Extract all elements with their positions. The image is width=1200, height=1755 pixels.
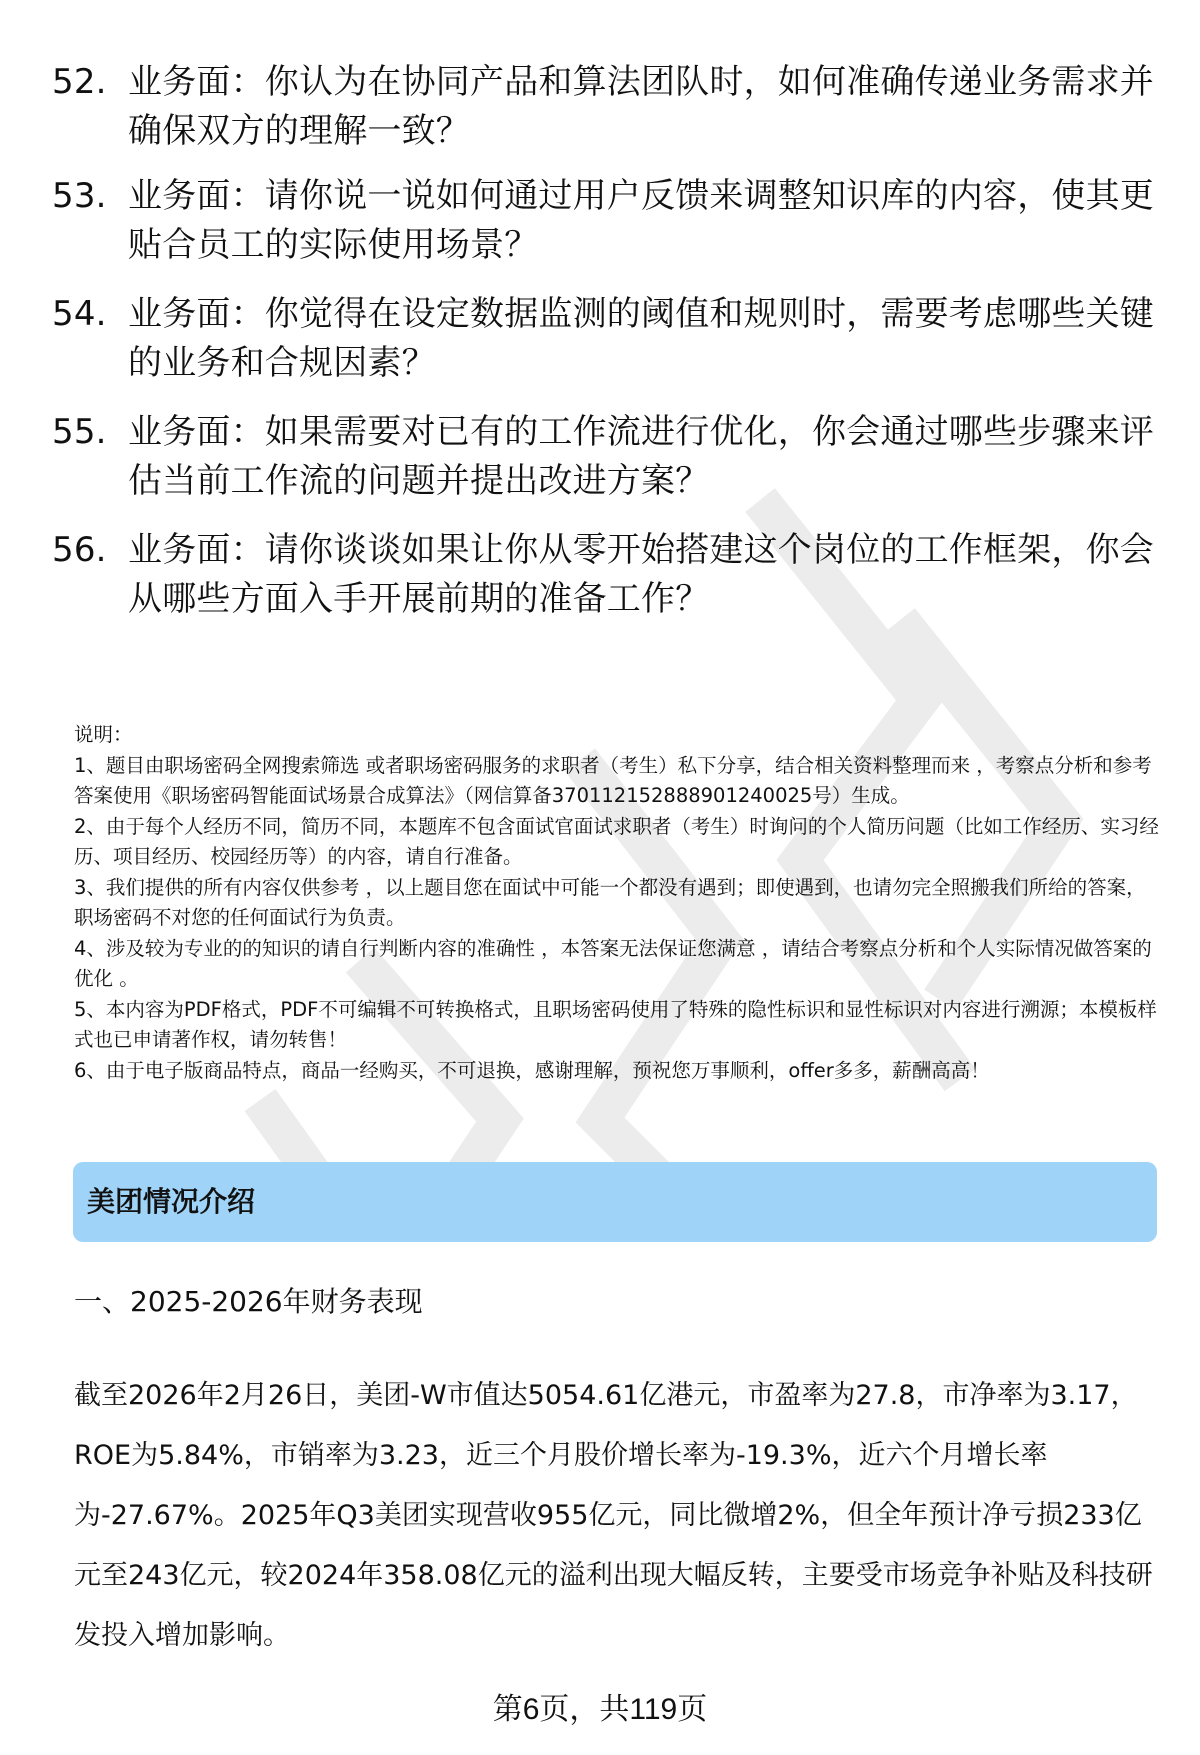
question-item: [52, 58, 1162, 156]
question-number: 53.: [52, 176, 107, 216]
question-number: 54.: [52, 294, 107, 334]
question-item: [52, 526, 1162, 624]
question-number: 55.: [52, 412, 107, 452]
notes-item: 3、我们提供的所有内容仅供参考 ，以上题目您在面试中可能一个都没有遇到；即使遇到，也请勿完全照搬我们所给的答案，职场密码不对您的任何面试行为负责。: [74, 875, 1146, 929]
question-number: 56.: [52, 530, 107, 570]
question-text: 业务面：你认为在协同产品和算法团队时，如何准确传递业务需求并确保双方的理解一致？: [128, 62, 1154, 151]
notes-item: 4、涉及较为专业的的知识的请自行判断内容的准确性 ，本答案无法保证您满意 ，请结合考察点分析和个人实际情况做答案的优化 。: [74, 936, 1152, 990]
notes-heading: 说明：: [74, 723, 133, 746]
question-number: 52.: [52, 62, 107, 102]
notes-item: 2、由于每个人经历不同，简历不同，本题库不包含面试官面试求职者（考生）时询问的个人简历问题（比如工作经历、实习经历、项目经历、校园经历等）的内容，请自行准备。: [74, 814, 1159, 868]
disclaimer-notes: [74, 720, 1164, 1086]
section-title: 美团情况介绍: [87, 1185, 256, 1218]
question-text: 业务面：你觉得在设定数据监测的阈值和规则时，需要考虑哪些关键的业务和合规因素？: [128, 294, 1154, 383]
question-item: [52, 172, 1162, 270]
question-text: 业务面：请你谈谈如果让你从零开始搭建这个岗位的工作框架，你会从哪些方面入手开展前期的准备工作？: [128, 530, 1154, 619]
notes-item: 6、由于电子版商品特点，商品一经购买，不可退换，感谢理解，预祝您万事顺利，offer多多，薪酬高高！: [74, 1058, 990, 1082]
page-indicator: 第6页，共119页: [492, 1693, 708, 1726]
notes-item: 1、题目由职场密码全网搜索筛选 或者职场密码服务的求职者（考生）私下分享，结合相关资料整理而来 ，考察点分析和参考答案使用《职场密码智能面试场景合成算法》（网信算备370112152888901240025号）生成。: [74, 753, 1152, 807]
question-text: 业务面：如果需要对已有的工作流进行优化，你会通过哪些步骤来评估当前工作流的问题并提出改进方案？: [128, 412, 1154, 501]
question-text: 业务面：请你说一说如何通过用户反馈来调整知识库的内容，使其更贴合员工的实际使用场景？: [128, 176, 1154, 265]
question-item: [52, 290, 1162, 388]
question-item: [52, 408, 1162, 506]
section-header-box: [73, 1162, 1157, 1242]
financial-summary-paragraph: 截至2026年2月26日，美团-W市值达5054.61亿港元，市盈率为27.8，市净率为3.17，ROE为5.84%，市销率为3.23，近三个月股价增长率为-19.3%，近六个月增长率为-27.67%。2025年Q3美团实现营收955亿元，同比微增2%，但全年预计净亏损233亿元至243亿元，较2024年358.08亿元的溢利出现大幅反转，主要受市场竞争补贴及科技研发投入增加影响。: [74, 1380, 1153, 1651]
notes-item: 5、本内容为PDF格式，PDF不可编辑不可转换格式，且职场密码使用了特殊的隐性标识和显性标识对内容进行溯源；本模板样式也已申请著作权，请勿转售！: [74, 997, 1157, 1051]
subsection-heading: 一、2025-2026年财务表现: [74, 1285, 423, 1318]
